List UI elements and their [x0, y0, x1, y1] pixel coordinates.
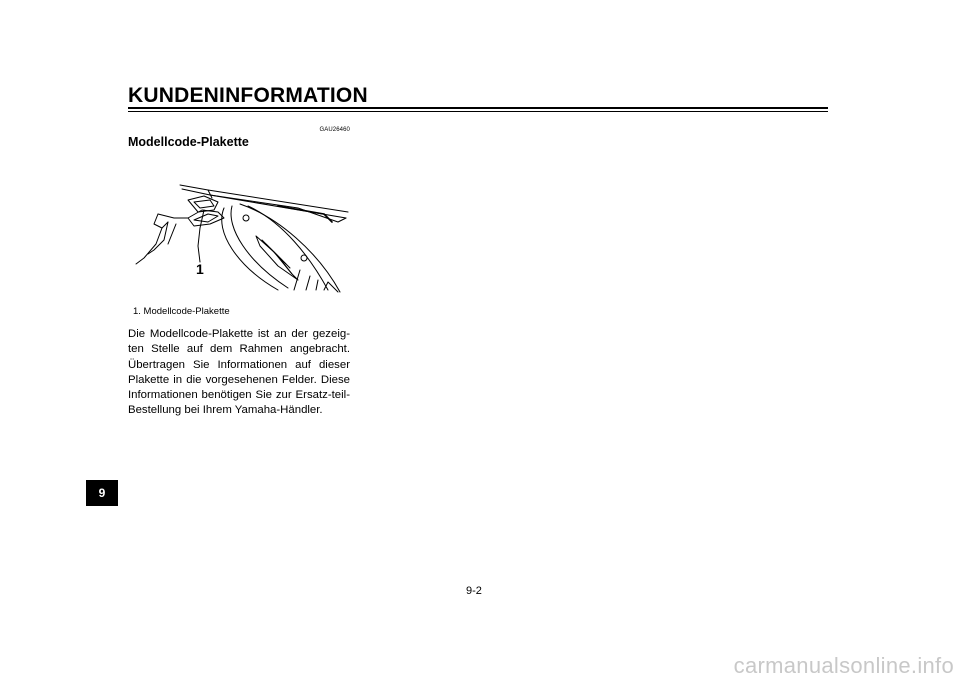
figure-caption: 1. Modellcode-Plakette — [133, 306, 230, 317]
watermark-text: carmanualsonline.info — [733, 653, 954, 678]
page-header-title: KUNDENINFORMATION — [128, 84, 368, 107]
section-reference-code: GAU26460 — [319, 127, 350, 133]
figure-callout-number: 1 — [196, 261, 204, 277]
section-title: Modellcode-Plakette — [128, 135, 249, 149]
header-rule-thick — [128, 107, 828, 109]
page-number: 9-2 — [466, 585, 482, 597]
section-body-text: Die Modellcode-Plakette ist an der gezeig-ten Stelle auf dem Rahmen angebracht. Übertragen Sie Informationen auf dieser Plakette in die vorgesehenen Felder. Diese Informationen benötigen Sie zur Ersatz-teil-Bestellung bei Ihrem Yamaha-Händler. — [128, 328, 350, 417]
model-label-illustration — [128, 162, 352, 302]
chapter-tab: 9 — [86, 480, 118, 506]
header-rule-thin — [128, 111, 828, 112]
